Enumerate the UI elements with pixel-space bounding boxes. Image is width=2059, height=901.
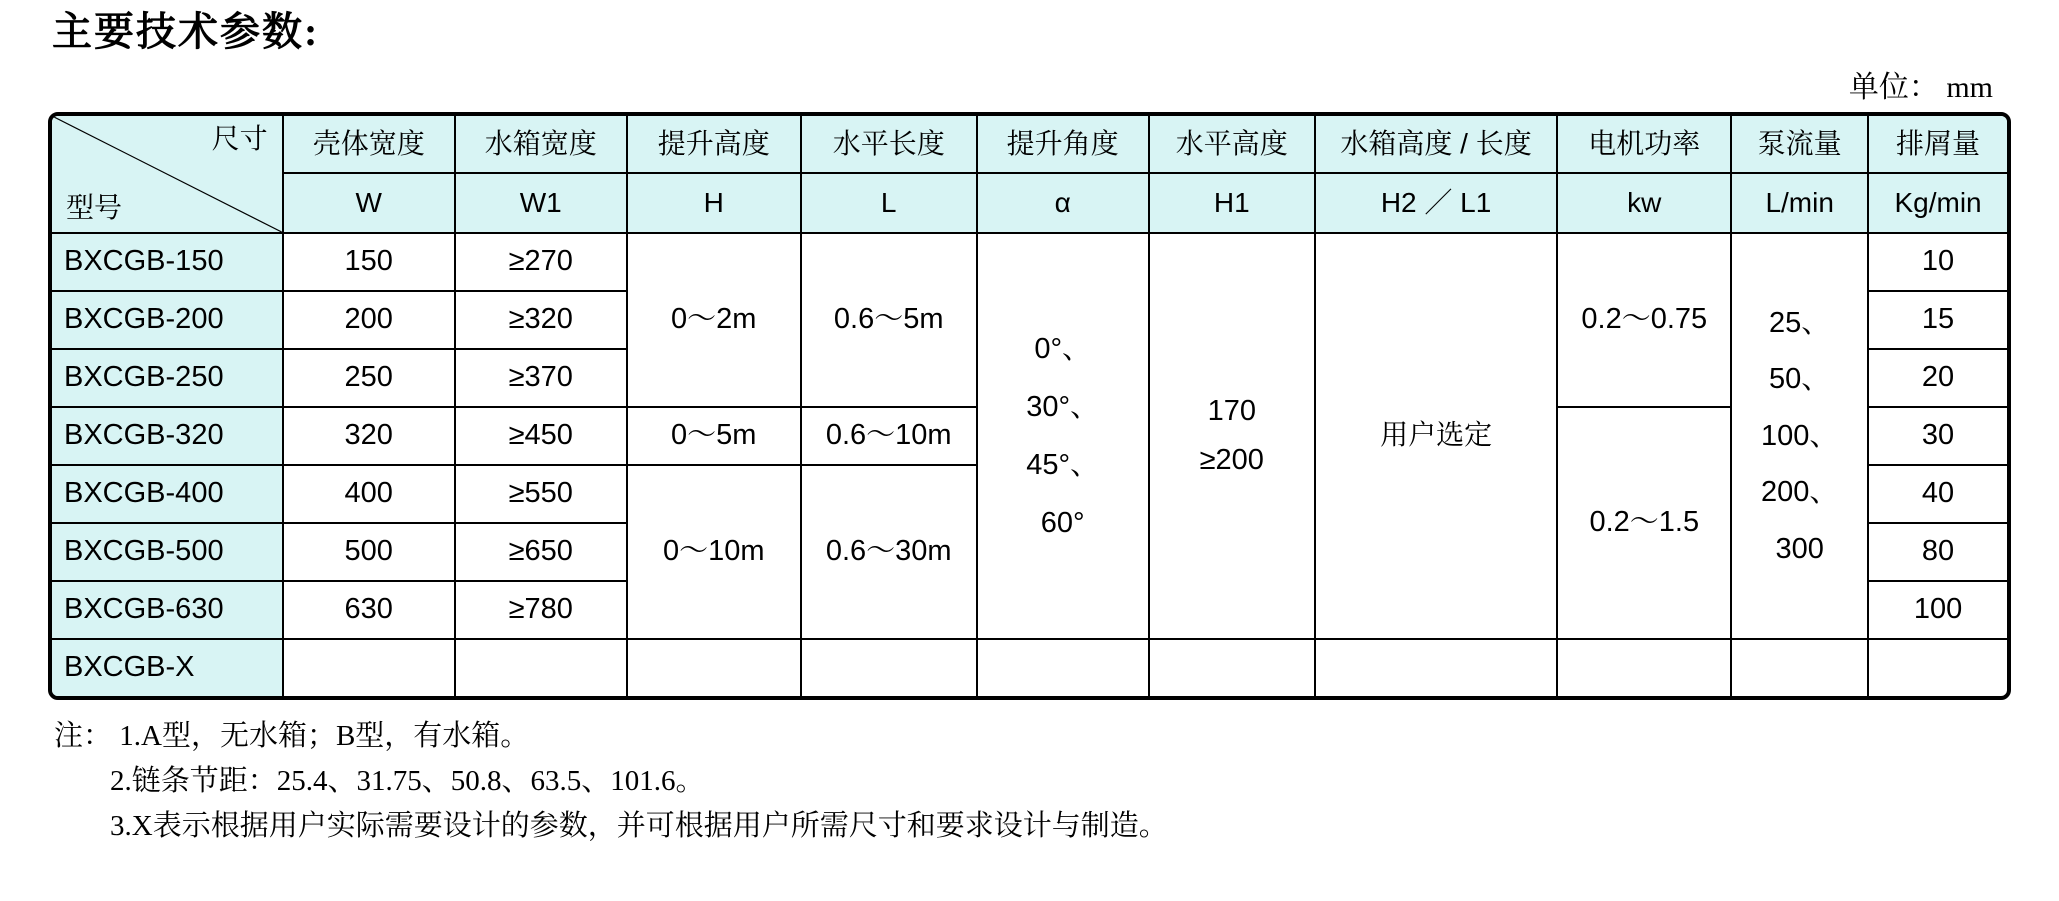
flow-line-4: 200、 bbox=[1760, 476, 1839, 509]
cell-alpha bbox=[977, 233, 1149, 639]
cell-w1-150: ≥270 bbox=[455, 233, 627, 291]
model-bxcgb-x: BXCGB-X bbox=[52, 639, 283, 696]
table-row bbox=[52, 233, 2007, 291]
cell-h2l1-x bbox=[1315, 639, 1557, 696]
table-row bbox=[52, 639, 2007, 696]
header-horizontal-height: 水平高度 bbox=[1149, 116, 1315, 173]
cell-h1 bbox=[1149, 233, 1315, 639]
unit-note: 单位： mm bbox=[1848, 71, 1993, 104]
cell-w1-250: ≥370 bbox=[455, 349, 627, 407]
cell-chip-150: 10 bbox=[1868, 233, 2007, 291]
corner-label-model: 型号 bbox=[66, 192, 123, 224]
cell-h-group-2: 0～5m bbox=[627, 407, 801, 465]
header-symbol-alpha: α bbox=[977, 173, 1149, 233]
cell-alpha-x bbox=[977, 639, 1149, 696]
cell-l-group-1: 0.6～5m bbox=[801, 233, 977, 407]
flow-line-3: 100、 bbox=[1760, 419, 1839, 452]
header-symbol-lmin: L/min bbox=[1731, 173, 1868, 233]
cell-chip-630: 100 bbox=[1868, 581, 2007, 639]
cell-chip-400: 40 bbox=[1868, 465, 2007, 523]
header-symbol-l: L bbox=[801, 173, 977, 233]
cell-w1-400: ≥550 bbox=[455, 465, 627, 523]
page-title: 主要技术参数: bbox=[52, 9, 320, 54]
cell-w1-500: ≥650 bbox=[455, 523, 627, 581]
cell-w-320: 320 bbox=[283, 407, 455, 465]
header-lift-angle: 提升角度 bbox=[977, 116, 1149, 173]
notes-block bbox=[50, 714, 2009, 849]
header-symbol-kgmin: Kg/min bbox=[1868, 173, 2007, 233]
cell-w1-630: ≥780 bbox=[455, 581, 627, 639]
model-bxcgb-320: BXCGB-320 bbox=[52, 407, 283, 465]
alpha-line-4: 60° bbox=[1040, 507, 1085, 539]
alpha-line-1: 0°、 bbox=[1034, 333, 1092, 365]
cell-w-150: 150 bbox=[283, 233, 455, 291]
cell-l-x bbox=[801, 639, 977, 696]
cell-kw-group-1: 0.2～0.75 bbox=[1557, 233, 1731, 407]
cell-w-630: 630 bbox=[283, 581, 455, 639]
note-1: 注： 1.A型，无水箱；B型，有水箱。 bbox=[54, 720, 530, 752]
flow-line-1: 25、 bbox=[1769, 306, 1831, 339]
header-symbol-w1: W1 bbox=[455, 173, 627, 233]
model-bxcgb-400: BXCGB-400 bbox=[52, 465, 283, 523]
cell-chip-250: 20 bbox=[1868, 349, 2007, 407]
document-page bbox=[0, 8, 2059, 901]
header-motor-power: 电机功率 bbox=[1557, 116, 1731, 173]
cell-chip-500: 80 bbox=[1868, 523, 2007, 581]
corner-label-size: 尺寸 bbox=[211, 123, 268, 154]
cell-flow-x bbox=[1731, 639, 1868, 696]
spec-table bbox=[52, 116, 2007, 696]
model-bxcgb-200: BXCGB-200 bbox=[52, 291, 283, 349]
header-horizontal-length: 水平长度 bbox=[801, 116, 977, 173]
header-symbol-w: W bbox=[283, 173, 455, 233]
cell-l-group-2: 0.6～10m bbox=[801, 407, 977, 465]
model-bxcgb-500: BXCGB-500 bbox=[52, 523, 283, 581]
header-symbol-h1: H1 bbox=[1149, 173, 1315, 233]
alpha-line-3: 45°、 bbox=[1026, 449, 1100, 481]
header-chip-output: 排屑量 bbox=[1868, 116, 2007, 173]
cell-pump-flow bbox=[1731, 233, 1868, 639]
header-shell-width: 壳体宽度 bbox=[283, 116, 455, 173]
cell-chip-x bbox=[1868, 639, 2007, 696]
h1-value: 170 bbox=[1207, 394, 1256, 427]
cell-w-200: 200 bbox=[283, 291, 455, 349]
header-tank-width: 水箱宽度 bbox=[455, 116, 627, 173]
header-symbol-h2-l1: H2 ／ L1 bbox=[1315, 173, 1557, 233]
note-3: 3.X表示根据用户实际需要设计的参数，并可根据用户所需尺寸和要求设计与制造。 bbox=[110, 809, 1168, 842]
flow-line-5: 300 bbox=[1775, 532, 1824, 565]
header-symbol-h: H bbox=[627, 173, 801, 233]
h1-min: ≥200 bbox=[1199, 444, 1264, 476]
cell-h1-x bbox=[1149, 639, 1315, 696]
model-bxcgb-630: BXCGB-630 bbox=[52, 581, 283, 639]
cell-w1-200: ≥320 bbox=[455, 291, 627, 349]
cell-h2-l1: 用户选定 bbox=[1315, 233, 1557, 639]
flow-line-2: 50、 bbox=[1769, 363, 1831, 396]
cell-l-group-3: 0.6～30m bbox=[801, 465, 977, 639]
model-bxcgb-150: BXCGB-150 bbox=[52, 233, 283, 291]
cell-h-x bbox=[627, 639, 801, 696]
cell-h-group-3: 0～10m bbox=[627, 465, 801, 639]
cell-chip-320: 30 bbox=[1868, 407, 2007, 465]
cell-h-group-1: 0～2m bbox=[627, 233, 801, 407]
table-corner-header bbox=[52, 116, 283, 233]
cell-kw-group-2: 0.2～1.5 bbox=[1557, 407, 1731, 639]
header-pump-flow: 泵流量 bbox=[1731, 116, 1868, 173]
note-2: 2.链条节距：25.4、31.75、50.8、63.5、101.6。 bbox=[110, 764, 705, 797]
alpha-line-2: 30°、 bbox=[1026, 391, 1100, 423]
cell-w-400: 400 bbox=[283, 465, 455, 523]
cell-chip-200: 15 bbox=[1868, 291, 2007, 349]
cell-w-500: 500 bbox=[283, 523, 455, 581]
header-lift-height: 提升高度 bbox=[627, 116, 801, 173]
cell-w1-x bbox=[455, 639, 627, 696]
header-tank-height-length: 水箱高度 / 长度 bbox=[1315, 116, 1557, 173]
cell-w-250: 250 bbox=[283, 349, 455, 407]
model-bxcgb-250: BXCGB-250 bbox=[52, 349, 283, 407]
cell-w-x bbox=[283, 639, 455, 696]
header-symbol-kw: kw bbox=[1557, 173, 1731, 233]
cell-w1-320: ≥450 bbox=[455, 407, 627, 465]
cell-kw-x bbox=[1557, 639, 1731, 696]
spec-table-container bbox=[48, 112, 2011, 700]
